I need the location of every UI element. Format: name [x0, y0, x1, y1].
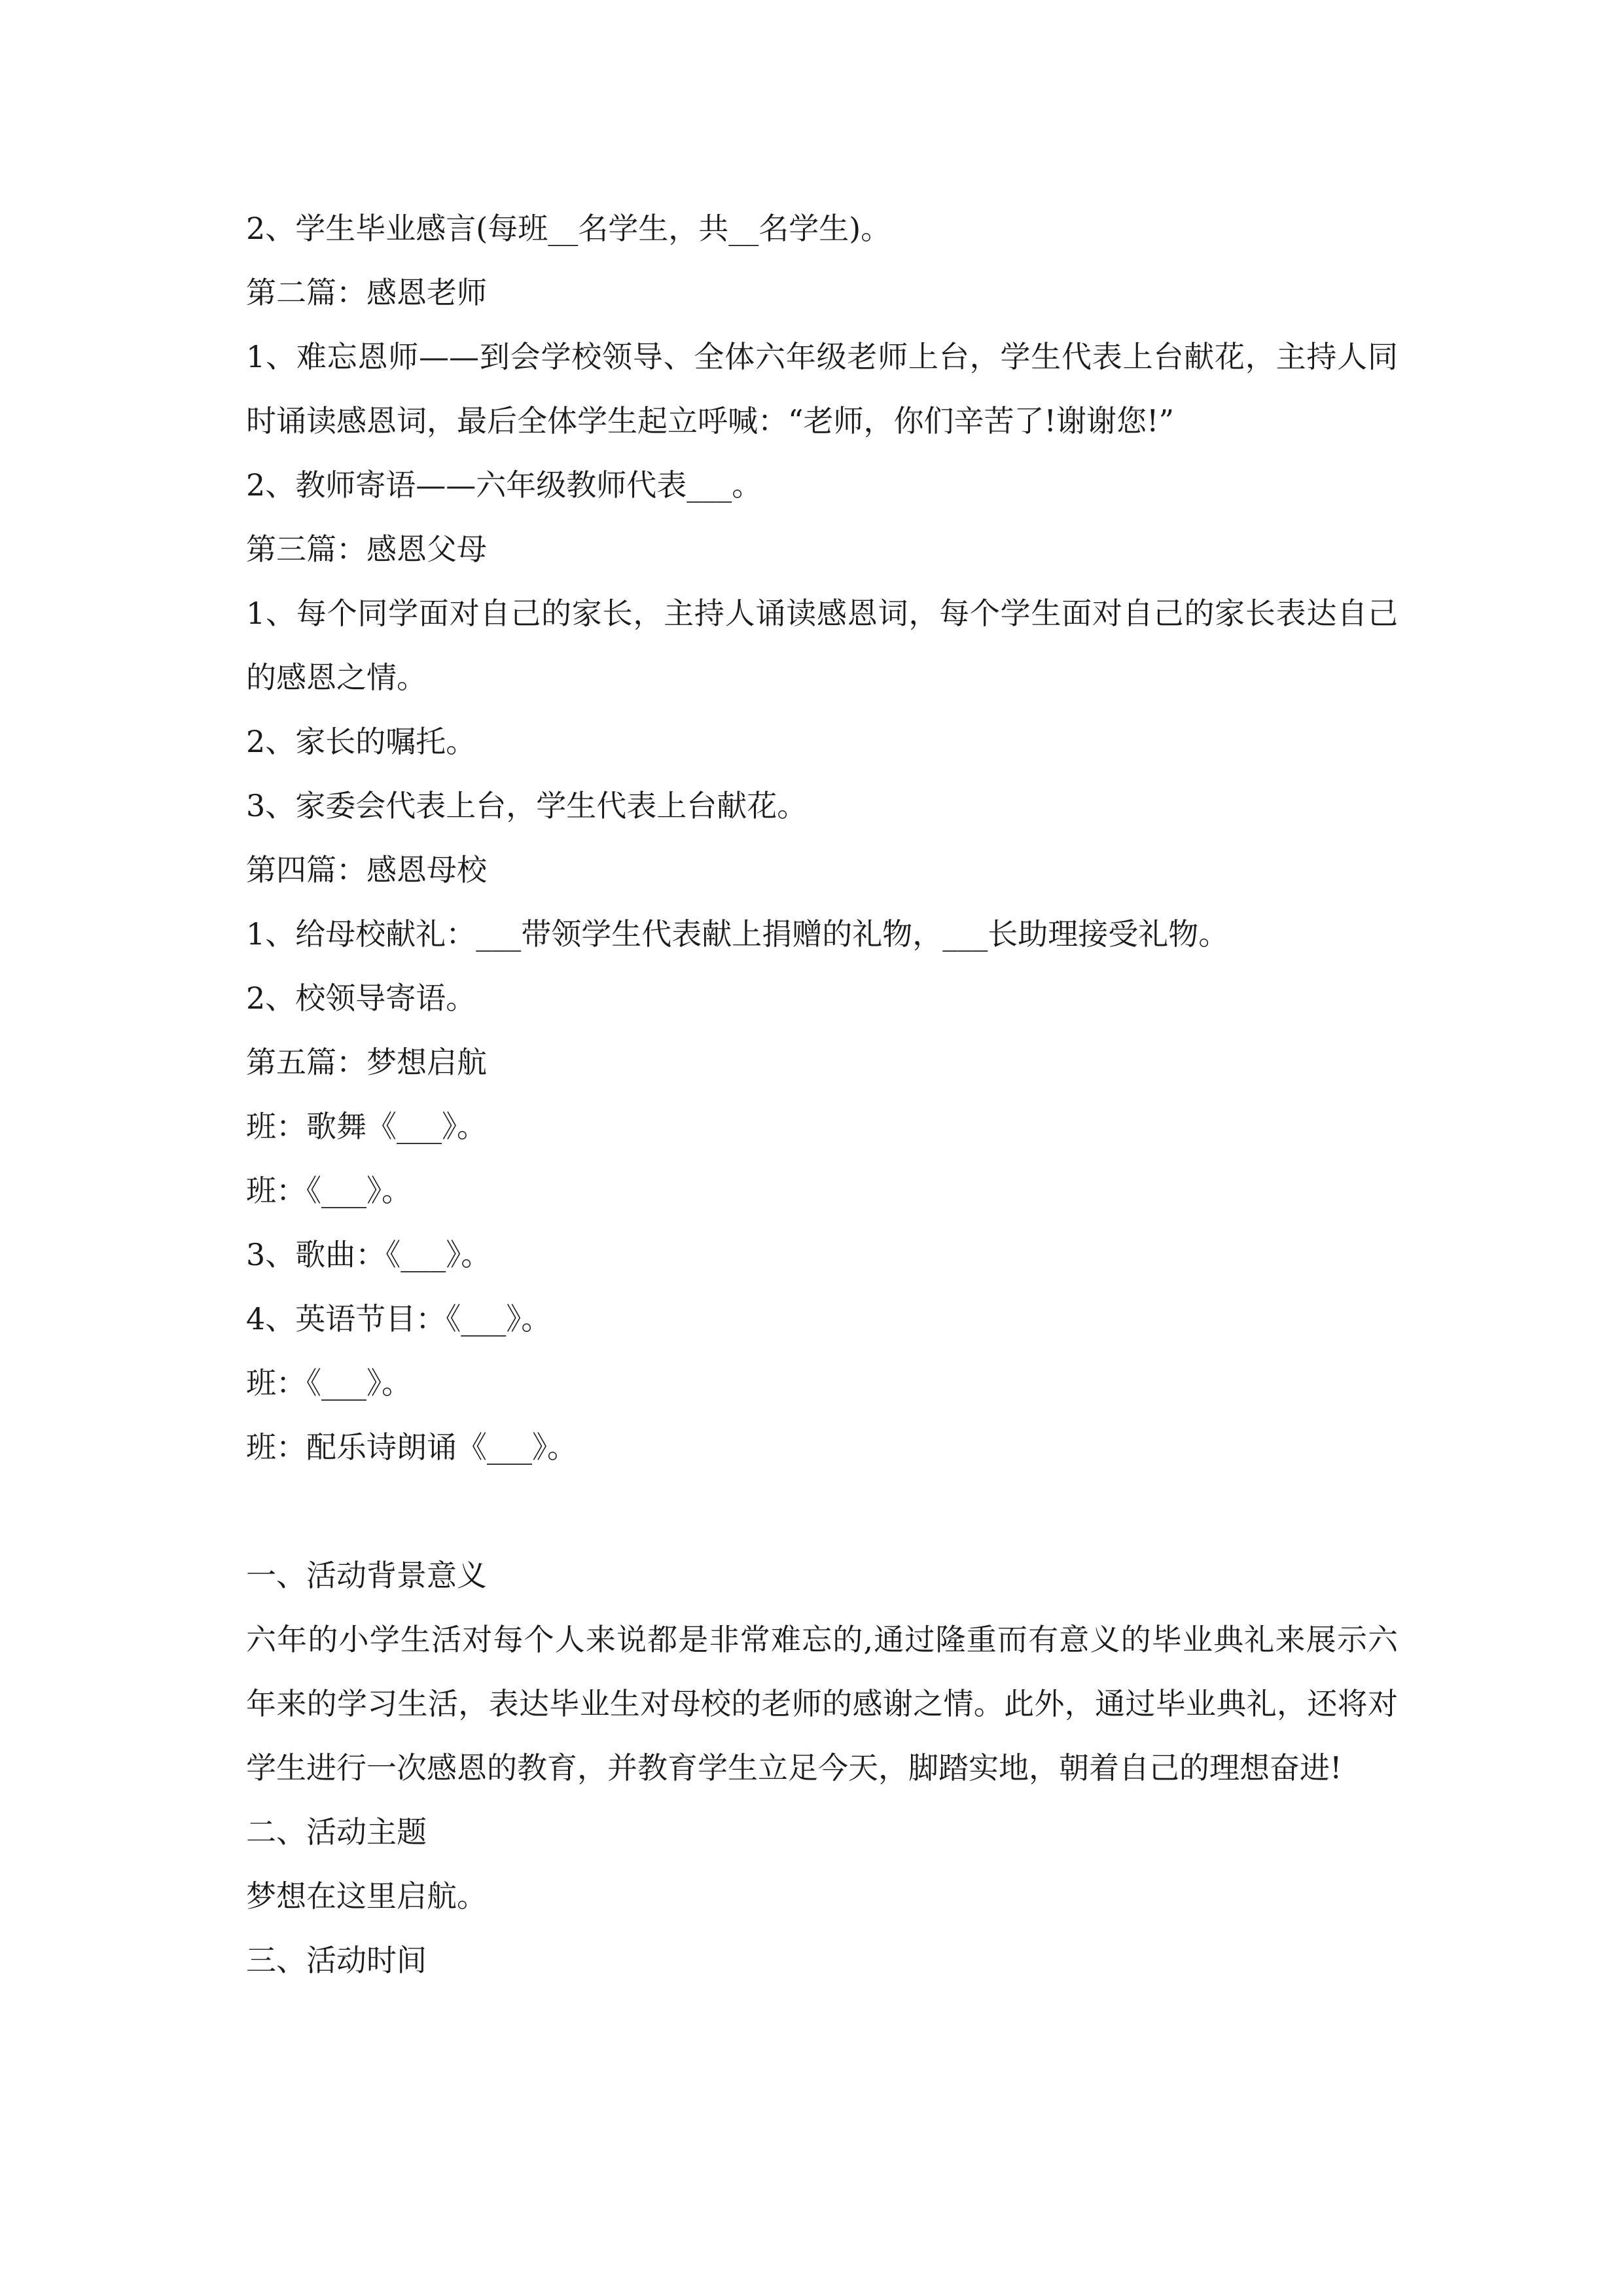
item-english-program: 4、英语节目：《___》。 [246, 1301, 552, 1336]
item-parent-advice: 2、家长的嘱托。 [246, 724, 476, 759]
item-parent-committee: 3、家委会代表上台，学生代表上台献花。 [246, 788, 808, 823]
heading-activity-background: 一、活动背景意义 [246, 1558, 487, 1593]
item-class-song-dance: 班：歌舞《___》。 [246, 1109, 487, 1144]
item-graduation-speech: 2、学生毕业感言(每班__名学生，共__名学生)。 [246, 211, 891, 246]
section-heading-thank-teachers: 第二篇：感恩老师 [246, 275, 487, 310]
section-heading-thank-school: 第四篇：感恩母校 [246, 852, 487, 888]
item-unforgettable-teachers: 1、难忘恩师——到会学校领导、全体六年级老师上台，学生代表上台献花，主持人同时诵读感恩词，最后全体学生起立呼喊：“老师，你们辛苦了!谢谢您!” [246, 339, 1398, 439]
item-song: 3、歌曲：《___》。 [246, 1237, 491, 1272]
paragraph-activity-background: 六年的小学生活对每个人来说都是非常难忘的,通过隆重而有意义的毕业典礼来展示六年来的学习生活，表达毕业生对母校的老师的感谢之情。此外，通过毕业典礼，还将对学生进行一次感恩的教育，并教育学生立足今天，脚踏实地，朝着自己的理想奋进! [246, 1622, 1398, 1785]
item-class-program-2: 班：《___》。 [246, 1365, 412, 1401]
blank-gap [246, 1479, 1398, 1543]
heading-activity-time: 三、活动时间 [246, 1943, 427, 1978]
section-heading-dream-sail: 第五篇：梦想启航 [246, 1045, 487, 1080]
item-school-leader-message: 2、校领导寄语。 [246, 980, 476, 1016]
heading-activity-theme: 二、活动主题 [246, 1814, 427, 1850]
item-face-parents: 1、每个同学面对自己的家长，主持人诵读感恩词，每个学生面对自己的家长表达自己的感恩之情。 [246, 596, 1398, 695]
item-gift-to-school: 1、给母校献礼：___带领学生代表献上捐赠的礼物，___长助理接受礼物。 [246, 916, 1229, 952]
item-class-poem-recital: 班：配乐诗朗诵《___》。 [246, 1429, 577, 1465]
document-body [246, 196, 1398, 1992]
paragraph-activity-theme: 梦想在这里启航。 [246, 1878, 487, 1914]
section-heading-thank-parents: 第三篇：感恩父母 [246, 531, 487, 567]
item-teacher-message: 2、教师寄语——六年级教师代表___。 [246, 467, 762, 503]
item-class-program-1: 班：《___》。 [246, 1173, 412, 1208]
